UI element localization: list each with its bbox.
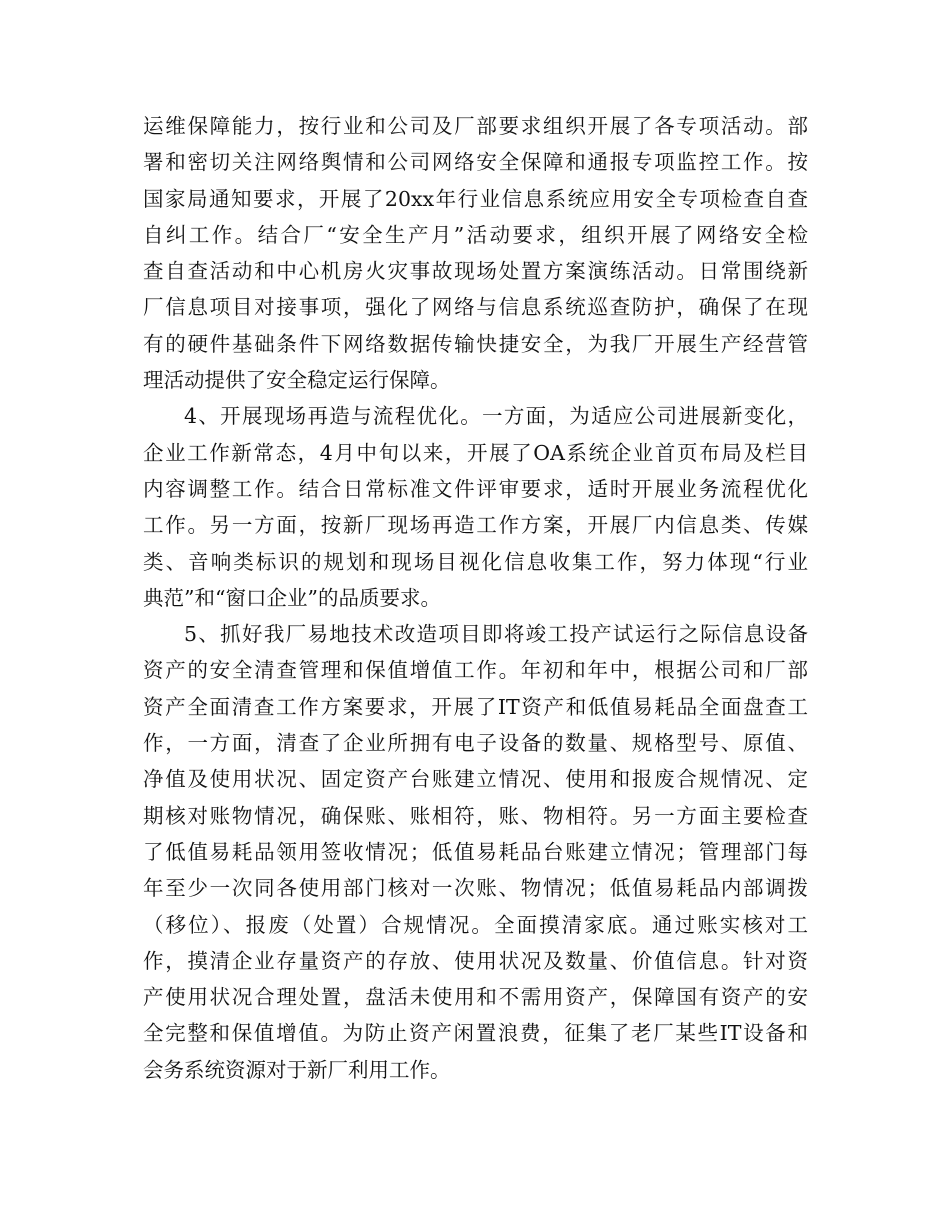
text-line: 4、开展现场再造与流程优化。一方面，为适应公司进展新变化， (184, 404, 808, 429)
text-line: 年至少一次同各使用部门核对一次账、物情况；低值易耗品内部调拨 (143, 876, 808, 901)
text-line: 国家局通知要求，开展了20xx年行业信息系统应用安全专项检查自查 (143, 186, 808, 211)
document-page (143, 108, 808, 1088)
text-line: 期核对账物情况，确保账、账相符，账、物相符。另一方面主要检查 (143, 803, 808, 828)
text-line: 资产的安全清查管理和保值增值工作。年初和年中，根据公司和厂部 (143, 658, 808, 683)
text-line: 厂信息项目对接事项，强化了网络与信息系统巡查防护，确保了在现 (143, 295, 808, 320)
text-line: 内容调整工作。结合日常标准文件评审要求，适时开展业务流程优化 (143, 476, 808, 501)
text-line: 工作。另一方面，按新厂现场再造工作方案，开展厂内信息类、传媒 (143, 513, 808, 538)
text-line: 有的硬件基础条件下网络数据传输快捷安全，为我厂开展生产经营管 (143, 331, 808, 356)
text-line: 净值及使用状况、固定资产台账建立情况、使用和报废合规情况、定 (143, 767, 808, 792)
text-line: 运维保障能力，按行业和公司及厂部要求组织开展了各专项活动。部 (143, 114, 808, 138)
text-line: （移位）、报废（处置）合规情况。全面摸清家底。通过账实核对工 (143, 912, 808, 937)
text-line: 作，一方面，清查了企业所拥有电子设备的数量、规格型号、原值、 (143, 731, 808, 756)
text-line: 理活动提供了安全稳定运行保障。 (143, 368, 451, 393)
text-line: 查自查活动和中心机房火灾事故现场处置方案演练活动。日常围绕新 (143, 259, 808, 284)
text-line: 会务系统资源对于新厂利用工作。 (143, 1057, 451, 1082)
text-line: 作，摸清企业存量资产的存放、使用状况及数量、价值信息。针对资 (143, 948, 808, 973)
text-line: 署和密切关注网络舆情和公司网络安全保障和通报专项监控工作。按 (143, 150, 808, 175)
text-line: 资产全面清查工作方案要求，开展了IT资产和低值易耗品全面盘查工 (143, 694, 808, 719)
text-line: 类、音响类标识的规划和现场目视化信息收集工作，努力体现“行业 (143, 549, 808, 574)
text-line: 全完整和保值增值。为防止资产闲置浪费，征集了老厂某些IT设备和 (143, 1021, 808, 1046)
text-line: 典范”和“窗口企业”的品质要求。 (143, 585, 441, 610)
text-line: 产使用状况合理处置，盘活未使用和不需用资产，保障国有资产的安 (143, 985, 808, 1010)
text-line: 了低值易耗品领用签收情况；低值易耗品台账建立情况；管理部门每 (143, 839, 808, 864)
text-line: 5、抓好我厂易地技术改造项目即将竣工投产试运行之际信息设备 (184, 622, 808, 647)
text-line: 自纠工作。结合厂“安全生产月”活动要求，组织开展了网络安全检 (143, 222, 808, 247)
text-line: 企业工作新常态，4月中旬以来，开展了OA系统企业首页布局及栏目 (143, 440, 808, 465)
